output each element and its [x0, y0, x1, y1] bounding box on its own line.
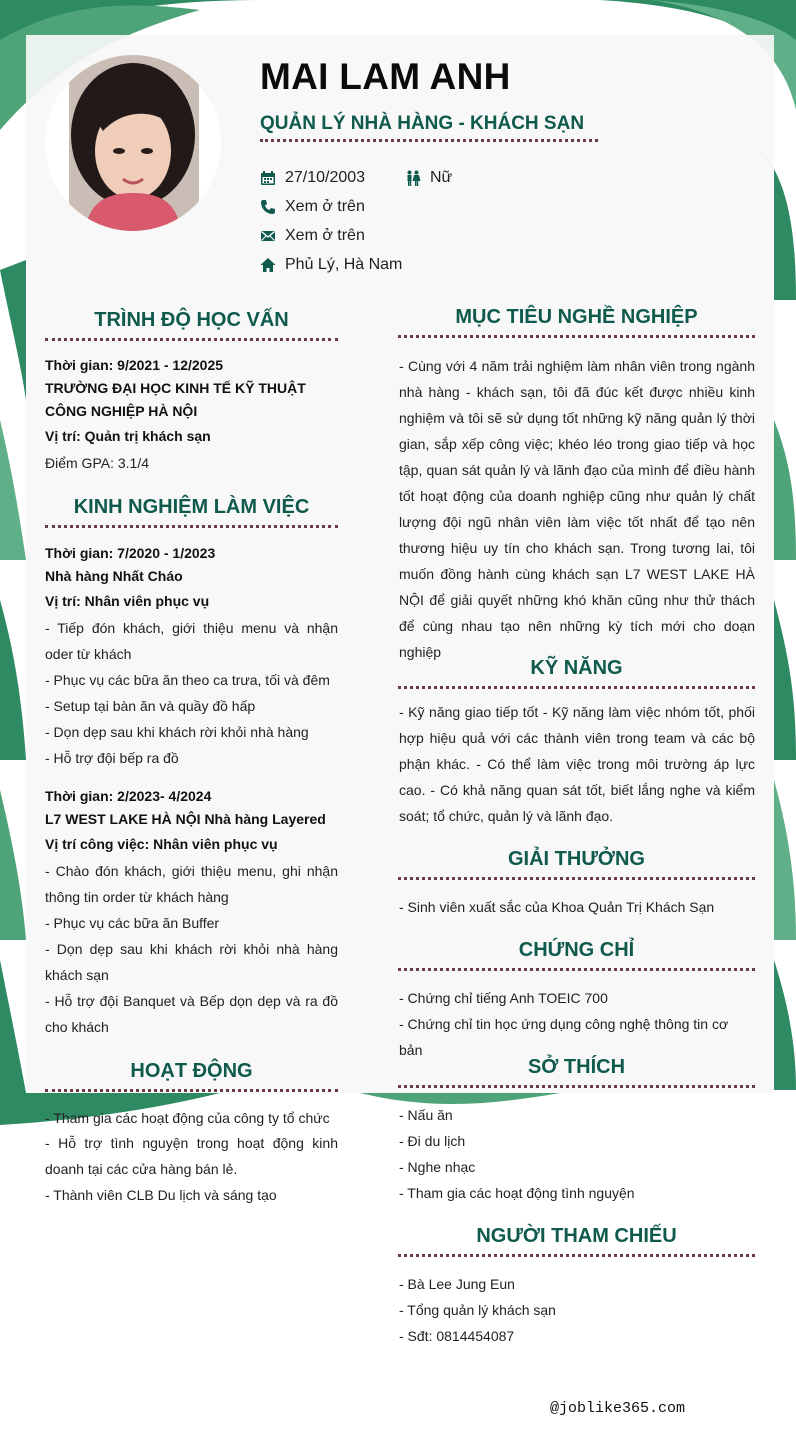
- job-2-time: Thời gian: 2/2023- 4/2024: [45, 788, 212, 804]
- reference-item: - Sđt: 0814454087: [399, 1328, 515, 1344]
- activity-item: - Tham gia các hoạt động của công ty tổ chức: [45, 1110, 330, 1126]
- profile-photo: [45, 55, 221, 231]
- candidate-name: MAI LAM ANH: [260, 56, 511, 97]
- hobby-item: - Nấu ăn: [399, 1107, 453, 1123]
- job-2-task: - Dọn dẹp sau khi khách rời khỏi nhà hàng khách sạn: [45, 941, 338, 983]
- phone-value: Xem ở trên: [285, 198, 365, 215]
- job-2-company: L7 WEST LAKE HÀ NỘI Nhà hàng Layered: [45, 811, 326, 827]
- awards-heading: GIẢI THƯỞNG: [398, 848, 755, 880]
- activities-heading: HOẠT ĐỘNG: [45, 1060, 338, 1092]
- hobbies-heading: SỞ THÍCH: [398, 1056, 755, 1088]
- job-2-task: - Hỗ trợ đội Banquet và Bếp dọn dẹp và ra đồ cho khách: [45, 993, 338, 1035]
- address-row: [260, 256, 402, 274]
- job-1-task: - Setup tại bàn ăn và quầy đồ hấp: [45, 698, 256, 714]
- dob-row: [260, 169, 365, 187]
- job-1-time: Thời gian: 7/2020 - 1/2023: [45, 545, 216, 561]
- dob-value: 27/10/2003: [285, 169, 366, 186]
- education-position: Vị trí: Quản trị khách sạn: [45, 428, 211, 444]
- gender-row: [405, 169, 452, 187]
- experience-heading: KINH NGHIỆM LÀM VIỆC: [45, 496, 338, 528]
- job-title: QUẢN LÝ NHÀ HÀNG - KHÁCH SẠN: [260, 113, 598, 142]
- job-1-company: Nhà hàng Nhất Cháo: [45, 568, 183, 584]
- job-1-task: - Dọn dẹp sau khi khách rời khỏi nhà hàng: [45, 724, 309, 740]
- hobby-item: - Tham gia các hoạt động tình nguyện: [399, 1185, 635, 1201]
- footer-brand: @joblike365.com: [550, 1400, 686, 1417]
- skills-text: - Kỹ năng giao tiếp tốt - Kỹ năng làm việc nhóm tốt, phối hợp hiệu quả với các thành viên trong team và các bộ phận khác. - Có thể làm việc trong môi trường áp lực cao. - Có khả năng quan sát tốt, biết lắng nghe và kiểm soát; tổ chức, quản lý và lãnh đạo.: [399, 704, 755, 824]
- certificates-heading: CHỨNG CHỈ: [398, 939, 755, 971]
- education-heading: TRÌNH ĐỘ HỌC VẤN: [45, 309, 338, 341]
- job-1-task: - Tiếp đón khách, giới thiệu menu và nhận oder từ khách: [45, 620, 338, 662]
- activity-item: - Hỗ trợ tình nguyện trong hoạt động kinh doanh tại các cửa hàng bán lẻ.: [45, 1135, 338, 1177]
- job-1-task: - Phục vụ các bữa ăn theo ca trưa, tối và đêm: [45, 672, 330, 688]
- gender-icon: [405, 170, 421, 186]
- activity-item: - Thành viên CLB Du lịch và sáng tạo: [45, 1187, 277, 1203]
- certificate-item: - Chứng chỉ tiếng Anh TOEIC 700: [399, 990, 608, 1006]
- mail-icon: [260, 228, 276, 244]
- hobby-item: - Nghe nhạc: [399, 1159, 476, 1175]
- home-icon: [260, 257, 276, 273]
- calendar-icon: [260, 170, 276, 186]
- objective-text: - Cùng với 4 năm trải nghiệm làm nhân viên trong ngành nhà hàng - khách sạn, tôi đã đúc kết được nhiều kinh nghiệm và tôi sẽ sử dụng tốt những kỹ năng quản lý thời gian, sắp xếp công việc; khéo léo trong giao tiếp và học tập, quan sát quản lý và lãnh đạo của mình để điều hành tốt hoạt động của doanh nghiệp cũng như quản lý chất lượng đội ngũ nhân viên làm việc tốt nhất để tạo nên thương hiệu uy tín cho khách sạn. Trong tương lai, tôi muốn đồng hành cùng khách sạn L7 WEST LAKE HÀ NỘI để giải quyết những khó khăn cũng như thử thách để cùng nhau tạo nên những kỳ tích mới cho doạn nghiệp: [399, 358, 755, 660]
- job-2-task: - Phục vụ các bữa ăn Buffer: [45, 915, 220, 931]
- education-school: TRƯỜNG ĐẠI HỌC KINH TẾ KỸ THUẬT CÔNG NGHIỆP HÀ NỘI: [45, 380, 306, 419]
- objective-heading: MỤC TIÊU NGHỀ NGHIỆP: [398, 306, 755, 338]
- reference-item: - Bà Lee Jung Eun: [399, 1276, 515, 1292]
- address-value: Phủ Lý, Hà Nam: [285, 256, 403, 273]
- email-row: [260, 227, 365, 245]
- job-1-task: - Hỗ trợ đội bếp ra đồ: [45, 750, 179, 766]
- job-2-task: - Chào đón khách, giới thiệu menu, ghi nhận thông tin order từ khách hàng: [45, 863, 338, 905]
- job-1-position: Vị trí: Nhân viên phục vụ: [45, 593, 210, 609]
- phone-row: [260, 198, 365, 216]
- skills-heading: KỸ NĂNG: [398, 657, 755, 689]
- reference-item: - Tổng quản lý khách sạn: [399, 1302, 556, 1318]
- award-item: - Sinh viên xuất sắc của Khoa Quản Trị Khách Sạn: [399, 899, 715, 915]
- gender-value: Nữ: [430, 169, 453, 186]
- phone-icon: [260, 199, 276, 215]
- avatar: [45, 55, 221, 231]
- email-value: Xem ở trên: [285, 227, 365, 244]
- job-2-position: Vị trí công việc: Nhân viên phục vụ: [45, 836, 278, 852]
- certificate-item: - Chứng chỉ tin học ứng dụng công nghệ thông tin cơ bản: [399, 1016, 729, 1058]
- education-gpa: Điểm GPA: 3.1/4: [45, 455, 150, 471]
- education-time: Thời gian: 9/2021 - 12/2025: [45, 357, 224, 373]
- hobby-item: - Đi du lịch: [399, 1133, 466, 1149]
- references-heading: NGƯỜI THAM CHIẾU: [398, 1225, 755, 1257]
